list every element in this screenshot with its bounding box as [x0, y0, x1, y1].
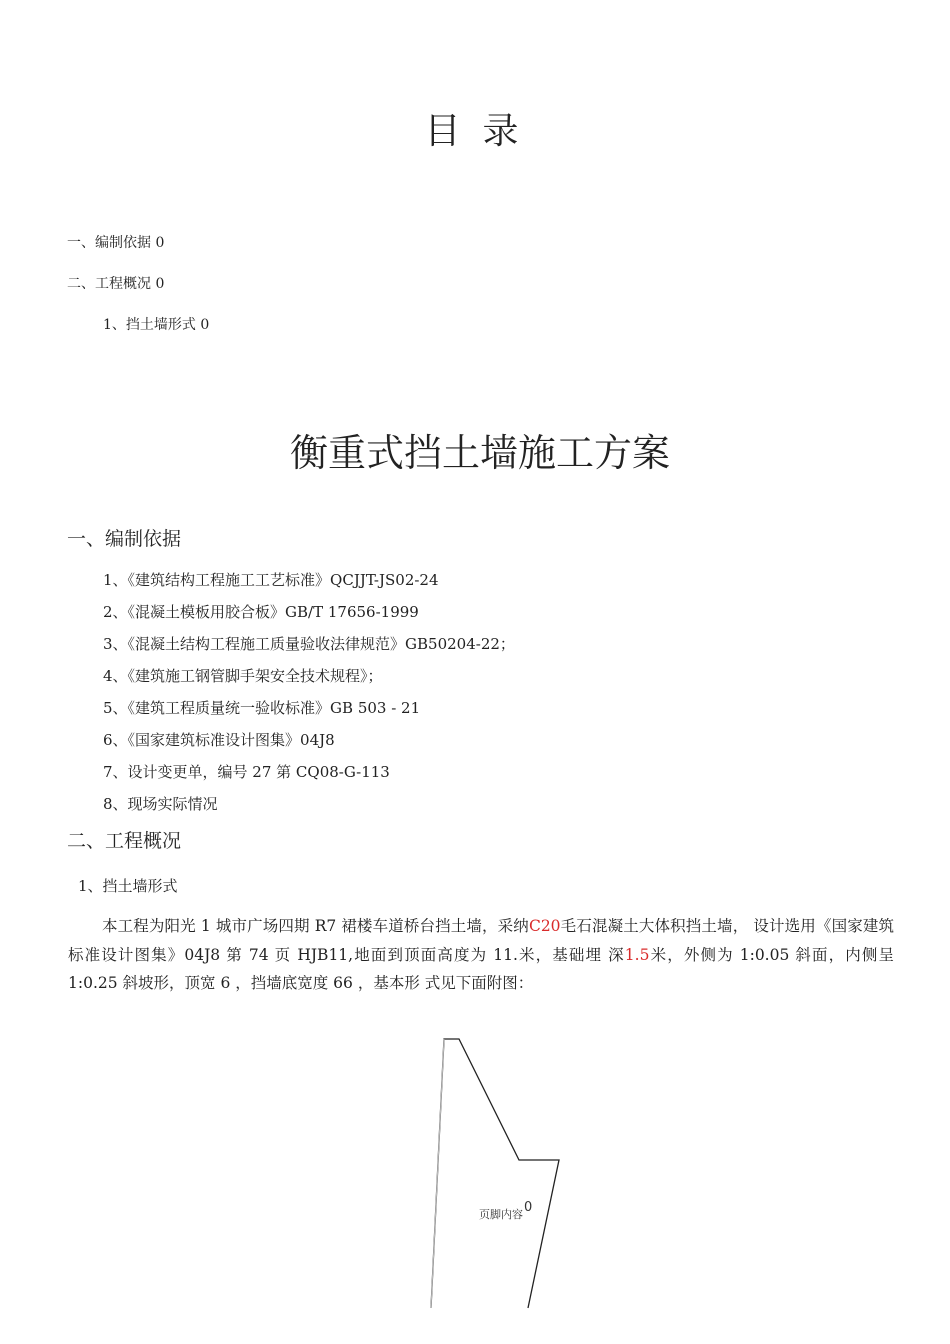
paragraph-text: 本工程为阳光 1 城市广场四期 R7 裙楼车道桥台挡土墙，采纳	[102, 917, 529, 935]
basis-item: 5、《建筑工程质量统一验收标准》GB 503 - 21	[103, 699, 421, 717]
retaining-wall-outline	[431, 1039, 559, 1308]
section-heading-overview: 二、工程概况	[67, 830, 182, 852]
basis-item: 3、《混凝土结构工程施工质量验收法律规范》GB50204-22；	[103, 635, 515, 653]
diagram-footer-number: 0	[524, 1200, 533, 1215]
toc-title: 目录	[424, 111, 541, 152]
concrete-grade-highlight: C20	[528, 917, 561, 935]
basis-item: 6、《国家建筑标准设计图集》04J8	[103, 731, 335, 749]
basis-item: 7、设计变更单，编号 27 第 CQ08-G-113	[103, 763, 390, 781]
diagram-footer-label: 页脚内容	[479, 1208, 523, 1221]
toc-item-overview[interactable]: 二、工程概况 0	[67, 276, 165, 292]
paragraph-text: 米，外侧为 1:0.05 斜面，内侧呈 1:0.25 斜坡形，顶宽 6 ，挡墙底宽度 66 ，基本形 式见下面附图：	[68, 945, 894, 992]
subsection-heading-wall-form: 1、挡土墙形式	[78, 877, 178, 895]
basis-item: 1、《建筑结构工程施工工艺标准》QCJJT-JS02-24	[103, 571, 439, 589]
toc-item-basis[interactable]: 一、编制依据 0	[67, 235, 165, 251]
document-title: 衡重式挡土墙施工方案	[289, 431, 670, 475]
paragraph-text: 毛石混凝土大体积挡土墙， 设计选用《国家建筑标准设计图集》04J8 第 74 页 HJB11,地面到顶面高度为 11.米，基础埋 深	[68, 917, 894, 964]
basis-item: 2、《混凝土模板用胶合板》GB/T 17656-1999	[103, 603, 419, 621]
toc-item-wall-form[interactable]: 1、挡土墙形式 0	[103, 317, 210, 333]
section-heading-basis: 一、编制依据	[67, 528, 182, 550]
basis-item: 4、《建筑施工钢管脚手架安全技术规程》；	[103, 667, 383, 685]
basis-item: 8、现场实际情况	[103, 795, 218, 813]
burial-depth-highlight: 1.5	[624, 945, 650, 964]
